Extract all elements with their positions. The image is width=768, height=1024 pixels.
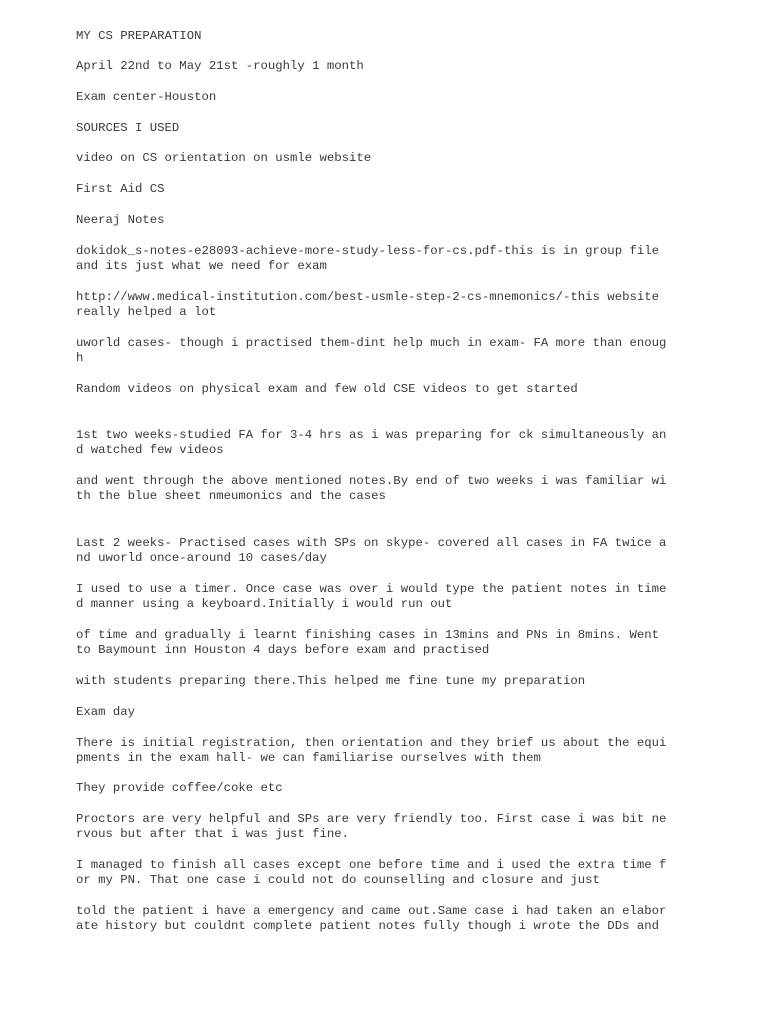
text-line: told the patient i have a emergency and came out.Same case i had taken an elabor — [76, 904, 667, 918]
text-line: 1st two weeks-studied FA for 3-4 hrs as i was preparing for ck simultaneously an — [76, 428, 667, 442]
text-line: d manner using a keyboard.Initially i would run out — [76, 597, 453, 611]
text-line: Exam center-Houston — [76, 90, 217, 104]
text-line: ate history but couldnt complete patient notes fully though i wrote the DDs and — [76, 919, 659, 933]
section-heading: SOURCES I USED — [76, 121, 180, 135]
text-line: to Baymount inn Houston 4 days before exam and practised — [76, 643, 490, 657]
text-line: video on CS orientation on usmle website — [76, 151, 372, 165]
text-line: and its just what we need for exam — [76, 259, 327, 273]
text-line: with students preparing there.This helped me fine tune my preparation — [76, 674, 586, 688]
text-line: d watched few videos — [76, 443, 224, 457]
text-line: pments in the exam hall- we can familiarise ourselves with them — [76, 751, 541, 765]
text-line: April 22nd to May 21st -roughly 1 month — [76, 59, 364, 73]
text-line: h — [76, 351, 84, 365]
text-line: There is initial registration, then orientation and they brief us about the equi — [76, 736, 667, 750]
text-line: Last 2 weeks- Practised cases with SPs on skype- covered all cases in FA twice a — [76, 536, 667, 550]
text-line: dokidok_s-notes-e28093-achieve-more-study-less-for-cs.pdf-this is in group file — [76, 244, 659, 258]
text-line: First Aid CS — [76, 182, 165, 196]
text-line: Proctors are very helpful and SPs are very friendly too. First case i was bit ne — [76, 812, 667, 826]
text-line: of time and gradually i learnt finishing cases in 13mins and PNs in 8mins. Went — [76, 628, 659, 642]
text-line: rvous but after that i was just fine. — [76, 827, 350, 841]
text-line: really helped a lot — [76, 305, 217, 319]
text-line: http://www.medical-institution.com/best-usmle-step-2-cs-mnemonics/-this website — [76, 290, 659, 304]
text-line: uworld cases- though i practised them-dint help much in exam- FA more than enoug — [76, 336, 667, 350]
section-heading: Exam day — [76, 705, 136, 719]
text-line: th the blue sheet nmeumonics and the cases — [76, 489, 386, 503]
text-line: They provide coffee/coke etc — [76, 781, 283, 795]
text-line: I used to use a timer. Once case was over i would type the patient notes in time — [76, 582, 667, 596]
text-line: Neeraj Notes — [76, 213, 165, 227]
text-line: and went through the above mentioned notes.By end of two weeks i was familiar wi — [76, 474, 667, 488]
text-line: Random videos on physical exam and few old CSE videos to get started — [76, 382, 578, 396]
text-line: or my PN. That one case i could not do counselling and closure and just — [76, 873, 600, 887]
text-line: I managed to finish all cases except one before time and i used the extra time f — [76, 858, 667, 872]
text-line: nd uworld once-around 10 cases/day — [76, 551, 327, 565]
document-title: MY CS PREPARATION — [76, 29, 202, 43]
